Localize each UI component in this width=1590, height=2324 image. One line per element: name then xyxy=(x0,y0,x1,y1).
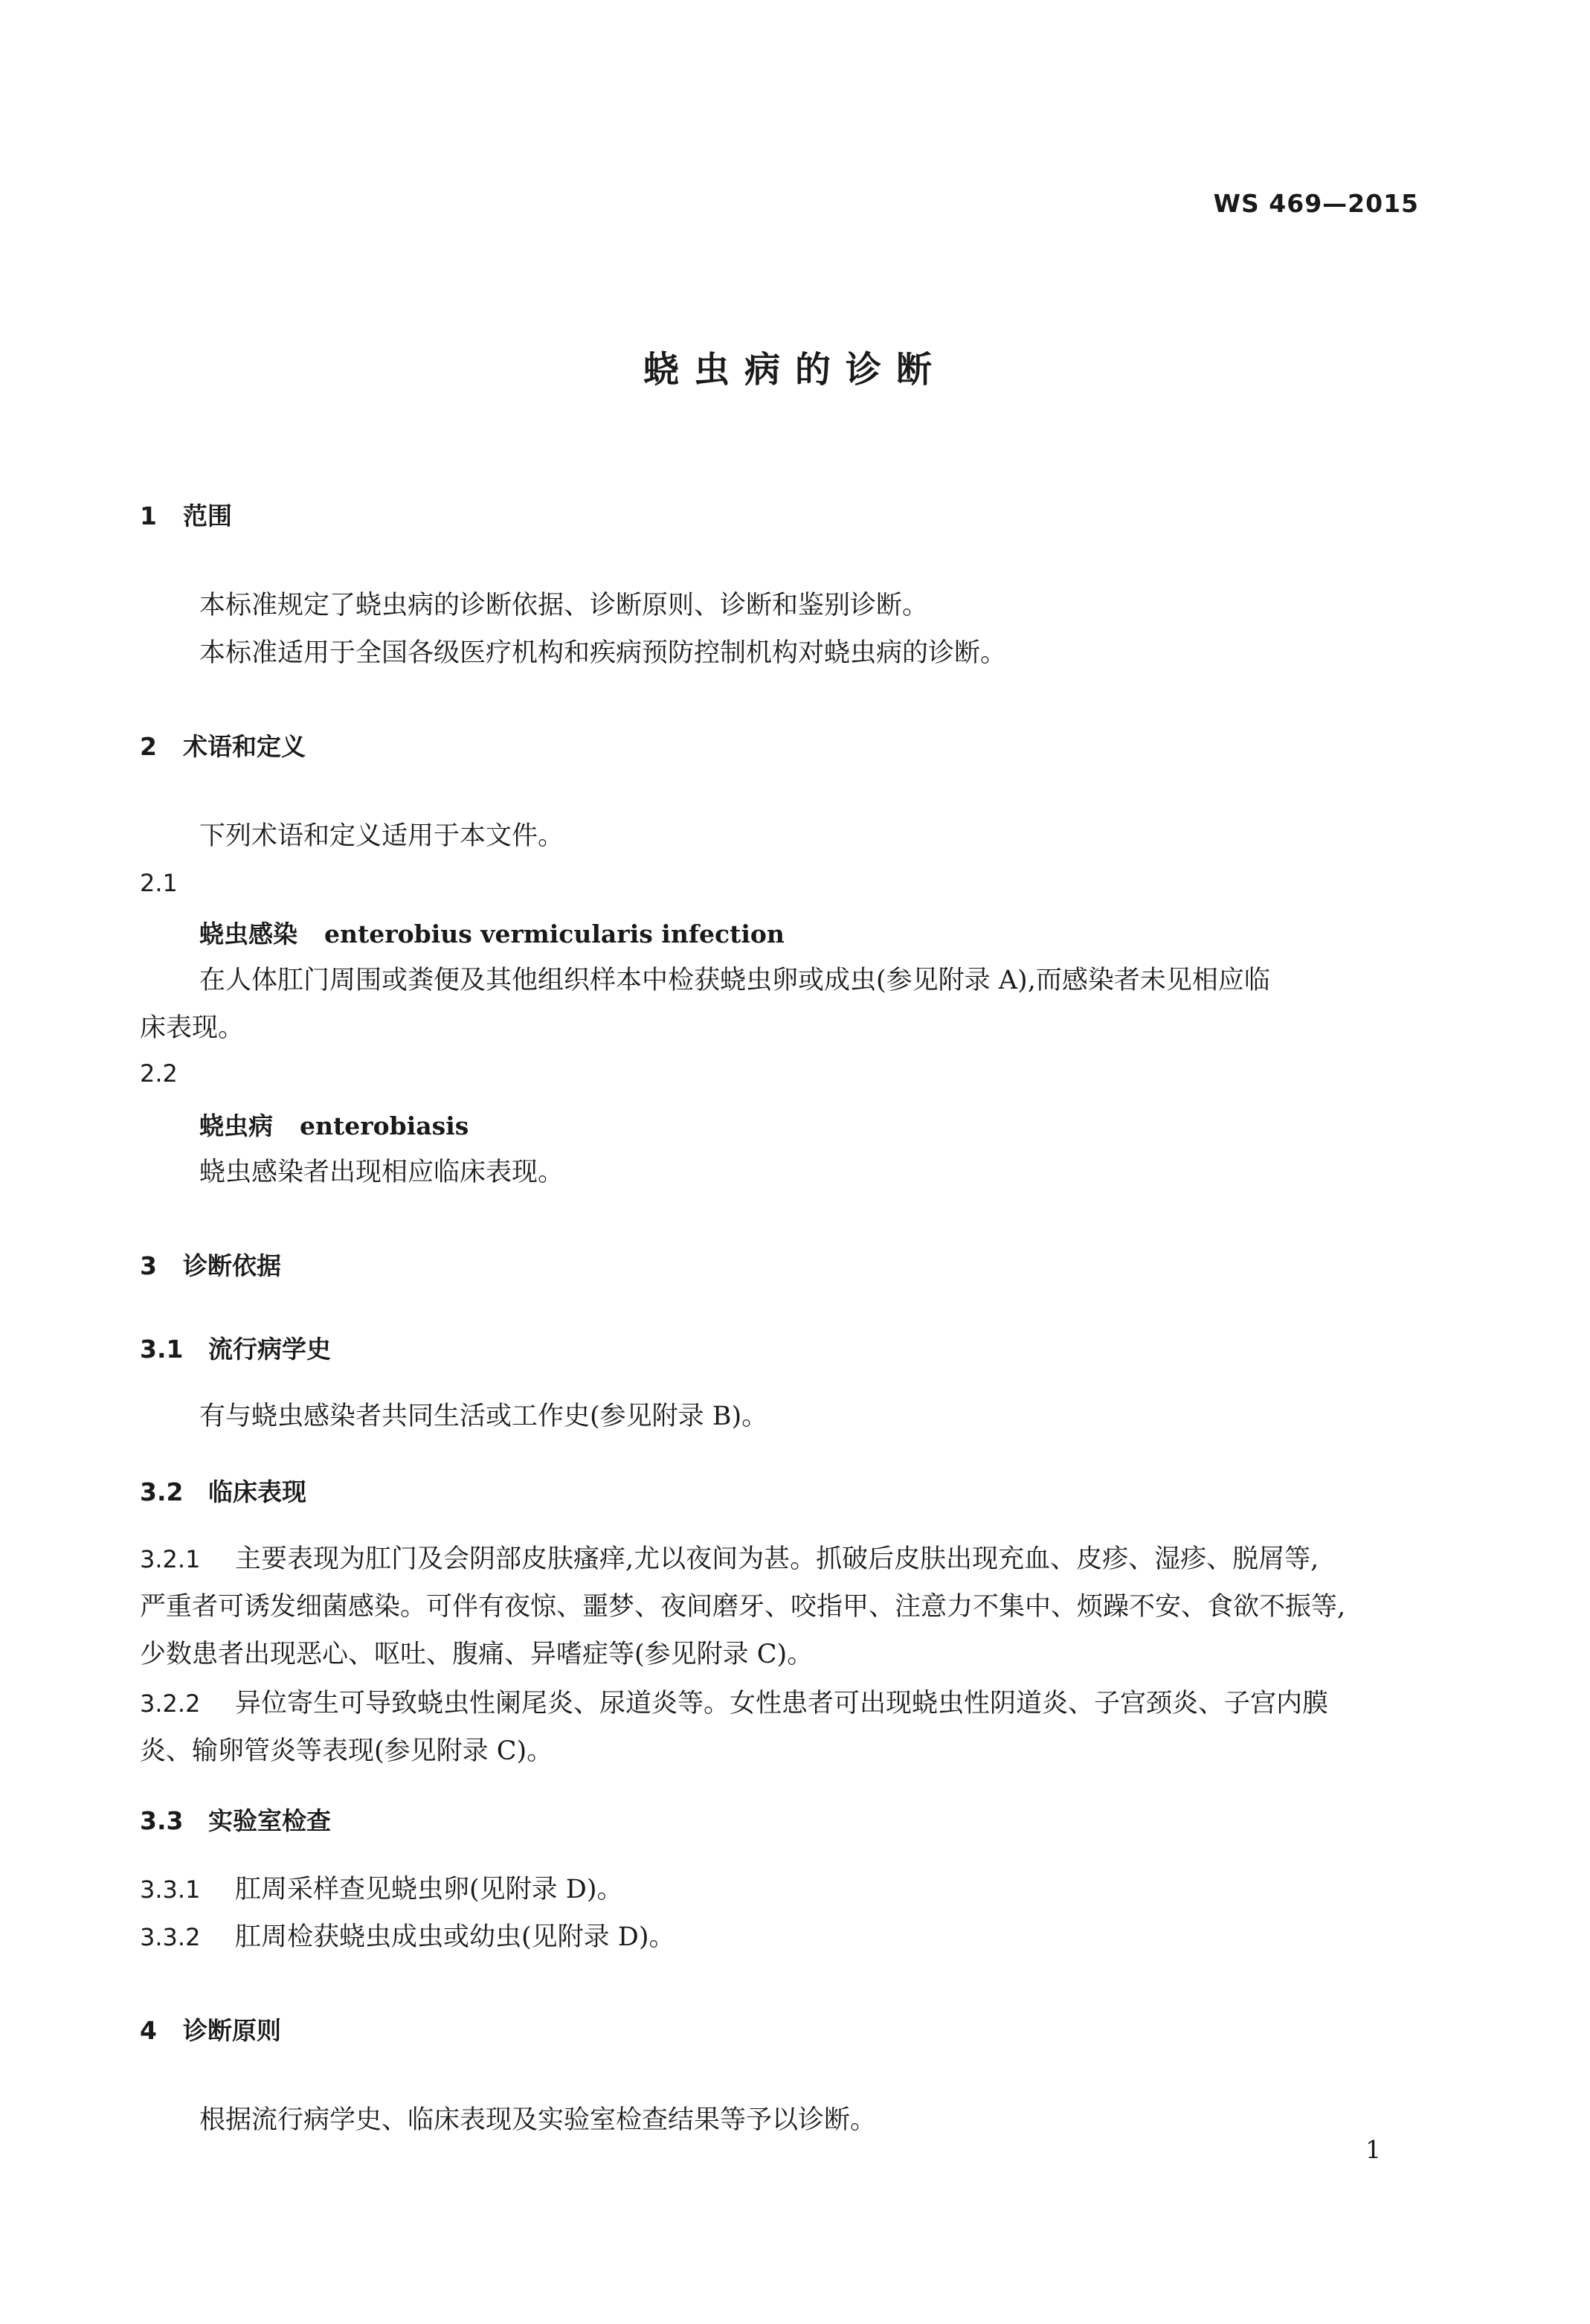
clause-3-2-2 xyxy=(140,1683,1328,1720)
term-entry xyxy=(199,915,785,950)
paragraph: 本标准规定了蛲虫病的诊断依据、诊断原则、诊断和鉴别诊断。 xyxy=(199,591,929,620)
term-definition: 蛲虫感染者出现相应临床表现。 xyxy=(199,1158,564,1187)
section-title: 诊断原则 xyxy=(183,2016,281,2045)
term-definition: 在人体肛门周围或粪便及其他组织样本中检获蛲虫卵或成虫(参见附录 A),而感染者未见相应临 xyxy=(199,966,1270,995)
clause-text: 严重者可诱发细菌感染。可伴有夜惊、噩梦、夜间磨牙、咬指甲、注意力不集中、烦躁不安、食欲不振等, xyxy=(140,1592,1346,1622)
standard-number: WS 469—2015 xyxy=(1213,189,1419,218)
section-title: 术语和定义 xyxy=(183,732,306,761)
subsection-number: 3.1 xyxy=(140,1335,184,1364)
term-definition: 床表现。 xyxy=(140,1013,245,1043)
clause-text: 主要表现为肛门及会阴部皮肤瘙痒,尤以夜间为甚。抓破后皮肤出现充血、皮疹、湿疹、脱屑等, xyxy=(235,1544,1319,1574)
clause-3-3-2 xyxy=(140,1916,675,1954)
section-number: 4 xyxy=(140,2016,157,2045)
clause-text: 少数患者出现恶心、呕吐、腹痛、异嗜症等(参见附录 C)。 xyxy=(140,1640,814,1669)
paragraph: 下列术语和定义适用于本文件。 xyxy=(199,821,564,851)
subsection-title: 临床表现 xyxy=(208,1477,306,1506)
page-number: 1 xyxy=(1365,2135,1381,2164)
section-number: 1 xyxy=(140,501,157,530)
section-number: 2 xyxy=(140,732,157,761)
term-entry xyxy=(199,1107,469,1142)
subsection-3-2-heading xyxy=(140,1473,306,1508)
subsection-title: 流行病学史 xyxy=(208,1335,331,1364)
term-number: 2.1 xyxy=(140,869,178,897)
clause-text: 肛周检获蛲虫成虫或幼虫(见附录 D)。 xyxy=(235,1922,675,1952)
subsection-3-3-heading xyxy=(140,1802,331,1837)
section-title: 范围 xyxy=(183,501,232,530)
clause-number: 3.2.2 xyxy=(140,1689,201,1718)
clause-text: 异位寄生可导致蛲虫性阑尾炎、尿道炎等。女性患者可出现蛲虫性阴道炎、子宫颈炎、子宫内膜 xyxy=(235,1689,1329,1718)
clause-3-3-1 xyxy=(140,1869,623,1906)
subsection-title: 实验室检查 xyxy=(208,1806,331,1835)
paragraph: 有与蛲虫感染者共同生活或工作史(参见附录 B)。 xyxy=(199,1402,768,1431)
section-2-heading xyxy=(140,728,306,763)
subsection-number: 3.2 xyxy=(140,1477,184,1506)
section-1-heading xyxy=(140,497,232,532)
section-number: 3 xyxy=(140,1251,157,1280)
section-title: 诊断依据 xyxy=(183,1251,281,1280)
clause-text: 炎、输卵管炎等表现(参见附录 C)。 xyxy=(140,1736,553,1766)
paragraph: 本标准适用于全国各级医疗机构和疾病预防控制机构对蛲虫病的诊断。 xyxy=(199,638,1007,668)
clause-3-2-1 xyxy=(140,1538,1319,1576)
document-title: 蛲虫病的诊断 xyxy=(643,349,947,391)
term-number: 2.2 xyxy=(140,1059,178,1088)
section-3-heading xyxy=(140,1247,281,1282)
term-cn: 蛲虫感染 xyxy=(199,919,297,948)
subsection-number: 3.3 xyxy=(140,1806,184,1835)
term-en: enterobiasis xyxy=(300,1111,469,1140)
subsection-3-1-heading xyxy=(140,1330,331,1365)
paragraph: 根据流行病学史、临床表现及实验室检查结果等予以诊断。 xyxy=(199,2105,877,2135)
section-4-heading xyxy=(140,2012,281,2047)
clause-text: 肛周采样查见蛲虫卵(见附录 D)。 xyxy=(235,1875,623,1904)
clause-number: 3.3.1 xyxy=(140,1875,201,1904)
clause-number: 3.3.2 xyxy=(140,1923,201,1951)
term-cn: 蛲虫病 xyxy=(199,1111,273,1140)
clause-number: 3.2.1 xyxy=(140,1545,201,1573)
term-en: enterobius vermicularis infection xyxy=(324,919,785,948)
